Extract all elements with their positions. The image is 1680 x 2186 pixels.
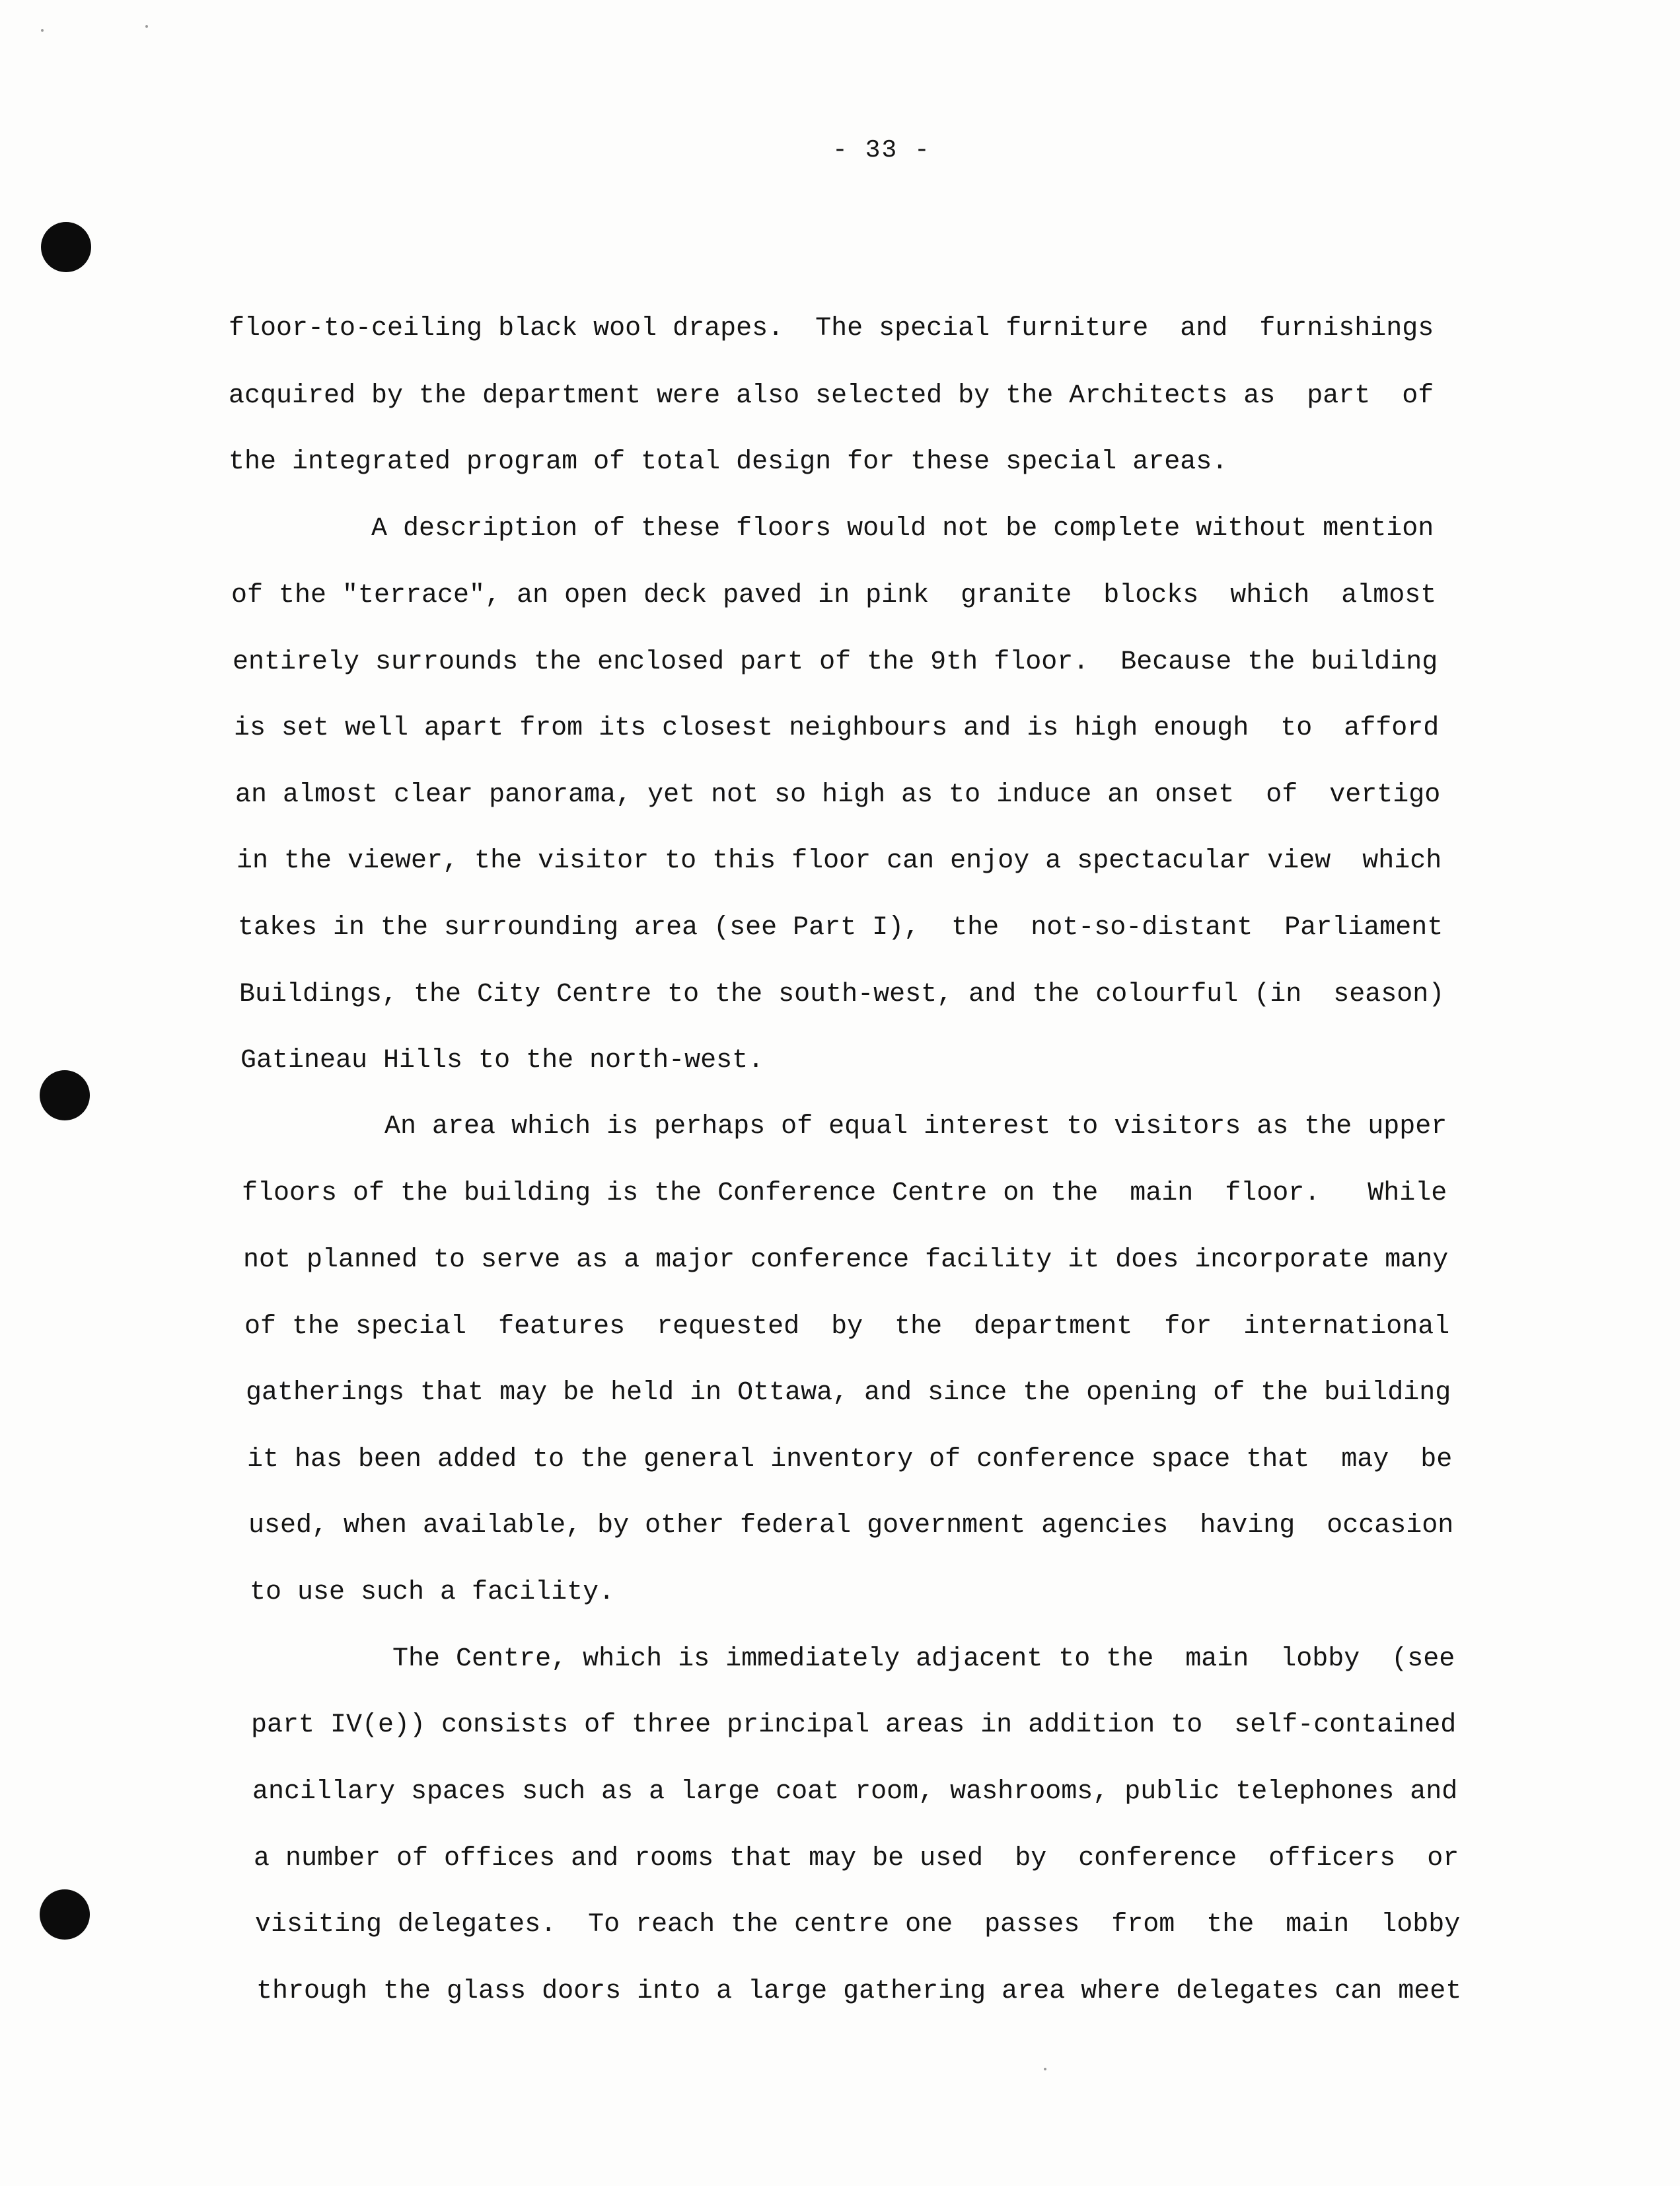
text-line: Gatineau Hills to the north-west. bbox=[240, 1046, 764, 1075]
text-line: of the special features requested by the department for international bbox=[244, 1312, 1450, 1342]
text-line: takes in the surrounding area (see Part I), the not-so-distant Parliament bbox=[238, 913, 1443, 943]
text-line: an almost clear panorama, yet not so high as to induce an onset of vertigo bbox=[235, 780, 1441, 810]
punch-hole bbox=[40, 1889, 90, 1940]
text-line: used, when available, by other federal government agencies having occasion bbox=[248, 1511, 1454, 1541]
text-line: not planned to serve as a major conference facility it does incorporate many bbox=[243, 1245, 1449, 1275]
page-number: - 33 - bbox=[832, 136, 931, 164]
text-line: the integrated program of total design for these special areas. bbox=[229, 447, 1228, 477]
text-line: in the viewer, the visitor to this floor can enjoy a spectacular view which bbox=[237, 846, 1442, 876]
text-line: The Centre, which is immediately adjacent to the main lobby (see bbox=[250, 1644, 1455, 1674]
punch-hole bbox=[41, 222, 91, 272]
text-line: of the "terrace", an open deck paved in pink granite blocks which almost bbox=[231, 581, 1437, 610]
scan-speck bbox=[145, 25, 148, 28]
text-line: An area which is perhaps of equal interest to visitors as the upper bbox=[242, 1112, 1447, 1142]
text-line: through the glass doors into a large gathering area where delegates can meet bbox=[256, 1977, 1462, 2006]
text-line: acquired by the department were also selected by the Architects as part of bbox=[229, 381, 1434, 411]
text-line: ancillary spaces such as a large coat room, washrooms, public telephones and bbox=[252, 1777, 1458, 1807]
text-line: part IV(e)) consists of three principal areas in addition to self-contained bbox=[251, 1710, 1457, 1740]
scan-speck bbox=[41, 29, 44, 32]
text-line: visiting delegates. To reach the centre one passes from the main lobby bbox=[255, 1910, 1461, 1940]
text-line: Buildings, the City Centre to the south-west, and the colourful (in season) bbox=[239, 980, 1445, 1009]
text-line: floor-to-ceiling black wool drapes. The special furniture and furnishings bbox=[229, 314, 1434, 344]
text-line: gatherings that may be held in Ottawa, and since the opening of the building bbox=[246, 1378, 1451, 1408]
text-line: A description of these floors would not be complete without mention bbox=[229, 514, 1434, 544]
text-line: entirely surrounds the enclosed part of the 9th floor. Because the building bbox=[233, 647, 1438, 677]
scan-speck bbox=[1044, 2068, 1046, 2070]
text-line: it has been added to the general inventory of conference space that may be bbox=[247, 1445, 1453, 1475]
punch-hole bbox=[40, 1070, 90, 1120]
text-line: is set well apart from its closest neighbours and is high enough to afford bbox=[234, 713, 1440, 743]
text-line: floors of the building is the Conference Centre on the main floor. While bbox=[242, 1179, 1447, 1208]
text-line: a number of offices and rooms that may be used by conference officers or bbox=[254, 1844, 1459, 1874]
text-line: to use such a facility. bbox=[250, 1578, 615, 1607]
